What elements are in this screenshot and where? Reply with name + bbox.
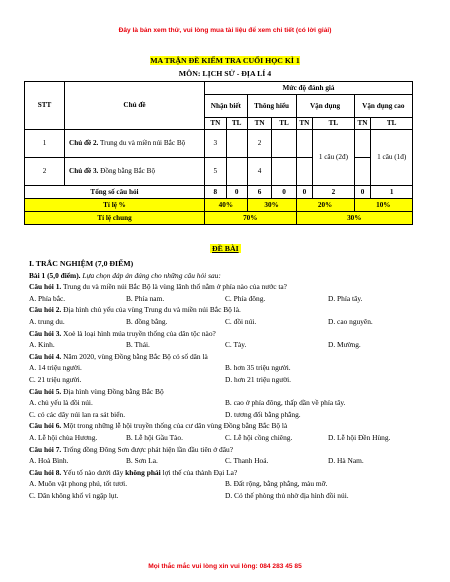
option-row xyxy=(29,339,423,351)
value-cell xyxy=(354,130,371,158)
exam-heading: ĐỀ BÀI xyxy=(212,244,239,253)
total-row xyxy=(25,186,413,199)
answer-option[interactable]: D. Có thế phòng thủ nhờ địa hình đồi núi. xyxy=(225,490,349,500)
value-cell: 2 xyxy=(247,130,272,158)
level-header: Thông hiểu xyxy=(247,95,296,118)
total-cell: 1 xyxy=(371,186,413,199)
ratio-label: Tỉ lệ % xyxy=(25,199,205,212)
answer-option[interactable]: A. 14 triệu người. xyxy=(29,363,82,373)
ratio-cell: 20% xyxy=(296,199,354,212)
question-item: Câu hỏi 2. Địa hình chủ yếu của vùng Trung du và miền núi Bắc Bộ là. xyxy=(29,305,241,315)
preview-banner: Đây là bản xem thử, vui lòng mua tài liệu để xem chi tiết (có lời giải) xyxy=(118,27,332,34)
matrix-title: MA TRẬN ĐỀ KIỂM TRA CUỐI HỌC KÌ 1 xyxy=(150,56,300,65)
question-item: Câu hỏi 1. Trung du và miền núi Bắc Bộ là vùng lãnh thổ nằm ở phía nào của nước ta? xyxy=(29,282,287,292)
answer-option[interactable]: D. Mường. xyxy=(328,340,361,350)
option-row xyxy=(29,478,423,490)
total-cell: 0 xyxy=(354,186,371,199)
col-topic-header: Chủ đề xyxy=(65,82,205,130)
answer-option[interactable]: C. đồi núi. xyxy=(225,316,257,326)
stt-cell: 2 xyxy=(25,158,65,186)
answer-option[interactable]: A. trung du. xyxy=(29,316,65,326)
answer-option[interactable]: A. Muôn vật phong phú, tốt tươi. xyxy=(29,479,128,489)
exercise-instruction: Bài 1 (5,0 điểm). Lựa chọn đáp án đúng cho những câu hỏi sau: xyxy=(29,270,221,280)
total-cell: 6 xyxy=(247,186,272,199)
exam-content xyxy=(29,258,423,501)
option-row xyxy=(29,293,423,305)
section-heading: I. TRẮC NGHIỆM (7,0 ĐIỂM) xyxy=(29,259,134,268)
level-header: Vận dụng xyxy=(296,95,354,118)
total-cell: 8 xyxy=(205,186,227,199)
assessment-matrix-table xyxy=(24,81,413,225)
answer-option[interactable]: C. 21 triệu người. xyxy=(29,374,82,384)
answer-option[interactable]: D. hơn 21 triệu người. xyxy=(225,374,292,384)
sub-header: TN xyxy=(205,118,227,130)
answer-option[interactable]: C. Tày. xyxy=(225,340,247,350)
level-header: Vận dụng cao xyxy=(354,95,412,118)
total-label: Tổng số câu hỏi xyxy=(25,186,205,199)
question-item: Câu hỏi 4. Năm 2020, vùng Đồng bằng Bắc Bộ có số dân là xyxy=(29,351,208,361)
question-item: Câu hỏi 8. Yếu tố nào dưới đây không phải lợi thế của thành Đại La? xyxy=(29,467,238,477)
value-cell xyxy=(296,158,313,186)
question-item: Câu hỏi 3. Xoè là loại hình múa truyền thống của dân tộc nào? xyxy=(29,328,216,338)
value-cell xyxy=(272,158,296,186)
ratio-cell: 10% xyxy=(354,199,412,212)
answer-option[interactable]: B. Lễ hội Gầu Tào. xyxy=(126,432,183,442)
total-cell: 0 xyxy=(272,186,296,199)
table-row xyxy=(25,130,413,158)
value-cell: 4 xyxy=(247,158,272,186)
total-cell: 2 xyxy=(313,186,354,199)
col-stt-header: STT xyxy=(25,82,65,130)
question-list xyxy=(29,281,423,467)
level-header: Nhận biết xyxy=(205,95,248,118)
value-cell: 3 xyxy=(205,130,227,158)
value-cell: 1 câu (1đ) xyxy=(371,130,413,186)
total-cell: 0 xyxy=(296,186,313,199)
sub-header: TL xyxy=(226,118,247,130)
option-row xyxy=(29,397,423,409)
answer-option[interactable]: A. Hoà Bình. xyxy=(29,456,69,466)
sub-header: TN xyxy=(296,118,313,130)
option-row xyxy=(29,432,423,444)
sub-header: TL xyxy=(313,118,354,130)
ratio-row xyxy=(25,199,413,212)
value-cell xyxy=(296,130,313,158)
answer-option[interactable]: C. Phía đông. xyxy=(225,293,266,303)
value-cell: 1 câu (2đ) xyxy=(313,130,354,186)
contact-banner: Mọi thắc mắc vui lòng xin vui lòng: 084 283 45 85 xyxy=(148,563,302,570)
answer-option[interactable]: B. cao ở phía đông, thấp dần về phía tây. xyxy=(225,398,346,408)
sub-header: TN xyxy=(354,118,371,130)
answer-option[interactable]: A. chủ yếu là đồi núi. xyxy=(29,398,93,408)
answer-option[interactable]: C. Dân không khổ vì ngập lụt. xyxy=(29,490,119,500)
sub-header: TN xyxy=(247,118,272,130)
overall-cell: 70% xyxy=(205,212,297,225)
value-cell xyxy=(354,158,371,186)
total-cell: 0 xyxy=(226,186,247,199)
sub-header: TL xyxy=(272,118,296,130)
subject-title: MÔN: LỊCH SỬ - ĐỊA LÍ 4 xyxy=(178,69,272,78)
option-row xyxy=(29,490,423,502)
option-row xyxy=(29,374,423,386)
answer-option[interactable]: B. Thái. xyxy=(126,340,150,350)
answer-option[interactable]: B. Đất rộng, bằng phẳng, màu mỡ. xyxy=(225,479,328,489)
option-row xyxy=(29,409,423,421)
value-cell xyxy=(226,158,247,186)
question-item: Câu hỏi 6. Một trong những lễ hội truyền thống của cư dân vùng Đồng bằng Bắc Bộ là xyxy=(29,421,288,431)
table-row xyxy=(25,158,413,186)
answer-option[interactable]: D. Phía tây. xyxy=(328,293,363,303)
value-cell xyxy=(226,130,247,158)
answer-option[interactable]: D. Hà Nam. xyxy=(328,456,364,466)
option-row xyxy=(29,362,423,374)
answer-option[interactable]: B. hơn 35 triệu người. xyxy=(225,363,291,373)
ratio-cell: 40% xyxy=(205,199,248,212)
answer-option[interactable]: D. tương đối bằng phẳng. xyxy=(225,409,301,419)
topic-cell: Chủ đề 3. Đồng bằng Bắc Bộ xyxy=(65,158,205,186)
value-cell xyxy=(272,130,296,158)
answer-option[interactable]: D. cao nguyên. xyxy=(328,316,373,326)
option-row xyxy=(29,316,423,328)
value-cell: 5 xyxy=(205,158,227,186)
ratio-cell: 30% xyxy=(247,199,296,212)
answer-option[interactable]: A. Phía bắc. xyxy=(29,293,66,303)
answer-option[interactable]: B. đồng bằng. xyxy=(126,316,168,326)
answer-option[interactable]: A. Kinh. xyxy=(29,340,55,350)
overall-row xyxy=(25,212,413,225)
col-level-header: Mức độ đánh giá xyxy=(205,82,413,95)
question-item: Câu hỏi 7. Trống đồng Đông Sơn được phát hiện lần đầu tiên ở đâu? xyxy=(29,444,233,454)
answer-option[interactable]: B. Phía nam. xyxy=(126,293,165,303)
overall-label: Tỉ lệ chung xyxy=(25,212,205,225)
option-row xyxy=(29,455,423,467)
answer-option[interactable]: D. Lễ hội Đền Hùng. xyxy=(328,432,391,442)
answer-option[interactable]: C. Thanh Hoá. xyxy=(225,456,269,466)
question-item: Câu hỏi 5. Địa hình vùng Đồng bằng Bắc Bộ xyxy=(29,386,164,396)
sub-header: TL xyxy=(371,118,413,130)
overall-cell: 30% xyxy=(296,212,412,225)
answer-option[interactable]: C. có các dãy núi lan ra sát biển. xyxy=(29,409,126,419)
answer-option[interactable]: B. Sơn La. xyxy=(126,456,158,466)
answer-option[interactable]: A. Lễ hội chùa Hương. xyxy=(29,432,98,442)
stt-cell: 1 xyxy=(25,130,65,158)
answer-option[interactable]: C. Lễ hội cồng chiêng. xyxy=(225,432,293,442)
topic-cell: Chủ đề 2. Trung du và miền núi Bắc Bộ xyxy=(65,130,205,158)
